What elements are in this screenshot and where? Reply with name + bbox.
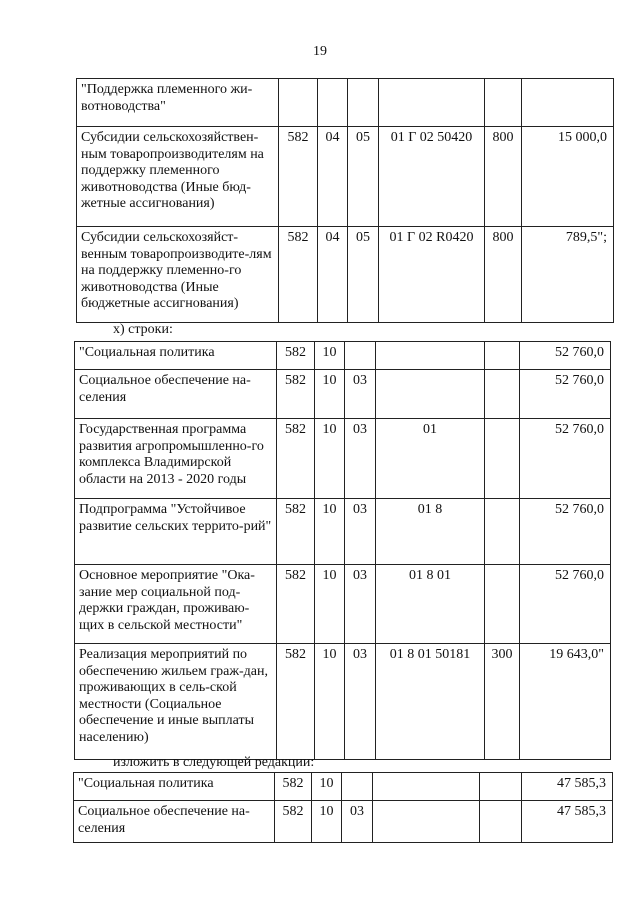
subsection-code-cell: 03 — [345, 565, 376, 644]
table-row — [75, 342, 611, 370]
section-code-cell: 04 — [318, 227, 348, 323]
section-code-cell — [318, 79, 348, 127]
expense-type-cell — [485, 342, 520, 370]
row-name-cell: Государственная программа развития агропромышленно-го комплекса Владимирской области на 2013 - 2020 годы — [75, 419, 277, 499]
amount-cell: 15 000,0 — [522, 127, 614, 227]
admin-code-cell — [279, 79, 318, 127]
amount-cell: 47 585,3 — [522, 801, 613, 843]
target-article-cell — [376, 342, 485, 370]
amount-cell: 789,5"; — [522, 227, 614, 323]
expense-type-cell — [485, 565, 520, 644]
table-row — [77, 127, 614, 227]
row-name-cell: Субсидии сельскохозяйствен-ным товаропроизводителям на поддержку племенного животноводства (Иные бюд-жетные ассигнования) — [77, 127, 279, 227]
row-name-cell: Социальное обеспечение на-селения — [75, 370, 277, 419]
budget-table-continuation — [76, 78, 614, 323]
subsection-code-cell — [342, 773, 373, 801]
caption-rows: х) строки: — [113, 322, 173, 337]
section-code-cell: 04 — [318, 127, 348, 227]
expense-type-cell: 800 — [485, 127, 522, 227]
target-article-cell: 01 8 01 50181 — [376, 644, 485, 760]
subsection-code-cell: 03 — [342, 801, 373, 843]
expense-type-cell — [485, 79, 522, 127]
section-code-cell: 10 — [315, 499, 345, 565]
amount-cell: 52 760,0 — [520, 370, 611, 419]
expense-type-cell — [485, 499, 520, 565]
table-row — [75, 419, 611, 499]
admin-code-cell: 582 — [277, 370, 315, 419]
admin-code-cell: 582 — [277, 419, 315, 499]
expense-type-cell: 800 — [485, 227, 522, 323]
table-row — [74, 801, 613, 843]
row-name-cell: Социальное обеспечение на-селения — [74, 801, 275, 843]
admin-code-cell: 582 — [275, 801, 312, 843]
expense-type-cell — [485, 370, 520, 419]
subsection-code-cell: 03 — [345, 644, 376, 760]
target-article-cell — [373, 773, 480, 801]
table-row — [75, 565, 611, 644]
target-article-cell: 01 Г 02 50420 — [379, 127, 485, 227]
admin-code-cell: 582 — [277, 565, 315, 644]
admin-code-cell: 582 — [277, 342, 315, 370]
section-code-cell: 10 — [315, 644, 345, 760]
row-name-cell: "Социальная политика — [74, 773, 275, 801]
amount-cell: 19 643,0" — [520, 644, 611, 760]
admin-code-cell: 582 — [275, 773, 312, 801]
subsection-code-cell: 03 — [345, 370, 376, 419]
table-row — [75, 370, 611, 419]
subsection-code-cell: 05 — [348, 227, 379, 323]
target-article-cell — [379, 79, 485, 127]
admin-code-cell: 582 — [279, 127, 318, 227]
subsection-code-cell — [348, 79, 379, 127]
target-article-cell — [373, 801, 480, 843]
target-article-cell: 01 8 01 — [376, 565, 485, 644]
table-row — [75, 644, 611, 760]
row-name-cell: "Социальная политика — [75, 342, 277, 370]
target-article-cell: 01 8 — [376, 499, 485, 565]
expense-type-cell — [485, 419, 520, 499]
subsection-code-cell: 03 — [345, 499, 376, 565]
amount-cell: 52 760,0 — [520, 342, 611, 370]
amount-cell: 47 585,3 — [522, 773, 613, 801]
subsection-code-cell: 05 — [348, 127, 379, 227]
section-code-cell: 10 — [315, 419, 345, 499]
page-number: 19 — [313, 44, 327, 59]
table-row — [74, 773, 613, 801]
admin-code-cell: 582 — [277, 644, 315, 760]
row-name-cell: Основное мероприятие "Ока-зание мер социальной под-держки граждан, проживаю-щих в сельской местности" — [75, 565, 277, 644]
table-row — [77, 79, 614, 127]
row-name-cell: Реализация мероприятий по обеспечению жильем граж-дан, проживающих в сель-ской местности (Социальное обеспечение и иные выплаты населению) — [75, 644, 277, 760]
target-article-cell: 01 — [376, 419, 485, 499]
table-row — [75, 499, 611, 565]
amount-cell: 52 760,0 — [520, 419, 611, 499]
target-article-cell — [376, 370, 485, 419]
admin-code-cell: 582 — [279, 227, 318, 323]
budget-table-old-rows — [74, 341, 611, 760]
section-code-cell: 10 — [315, 342, 345, 370]
amount-cell — [522, 79, 614, 127]
expense-type-cell — [480, 801, 522, 843]
section-code-cell: 10 — [312, 801, 342, 843]
section-code-cell: 10 — [315, 565, 345, 644]
subsection-code-cell — [345, 342, 376, 370]
target-article-cell: 01 Г 02 R0420 — [379, 227, 485, 323]
expense-type-cell — [480, 773, 522, 801]
table-row — [77, 227, 614, 323]
admin-code-cell: 582 — [277, 499, 315, 565]
row-name-cell: Подпрограмма "Устойчивое развитие сельских террито-рий" — [75, 499, 277, 565]
amount-cell: 52 760,0 — [520, 565, 611, 644]
row-name-cell: Субсидии сельскохозяйст-венным товаропроизводите-лям на поддержку племенно-го животноводства (Иные бюджетные ассигнования) — [77, 227, 279, 323]
section-code-cell: 10 — [312, 773, 342, 801]
expense-type-cell: 300 — [485, 644, 520, 760]
row-name-cell: "Поддержка племенного жи-вотноводства" — [77, 79, 279, 127]
subsection-code-cell: 03 — [345, 419, 376, 499]
amount-cell: 52 760,0 — [520, 499, 611, 565]
budget-table-new-rows — [73, 772, 613, 843]
section-code-cell: 10 — [315, 370, 345, 419]
caption-new-edition: изложить в следующей редакции: — [113, 755, 315, 770]
